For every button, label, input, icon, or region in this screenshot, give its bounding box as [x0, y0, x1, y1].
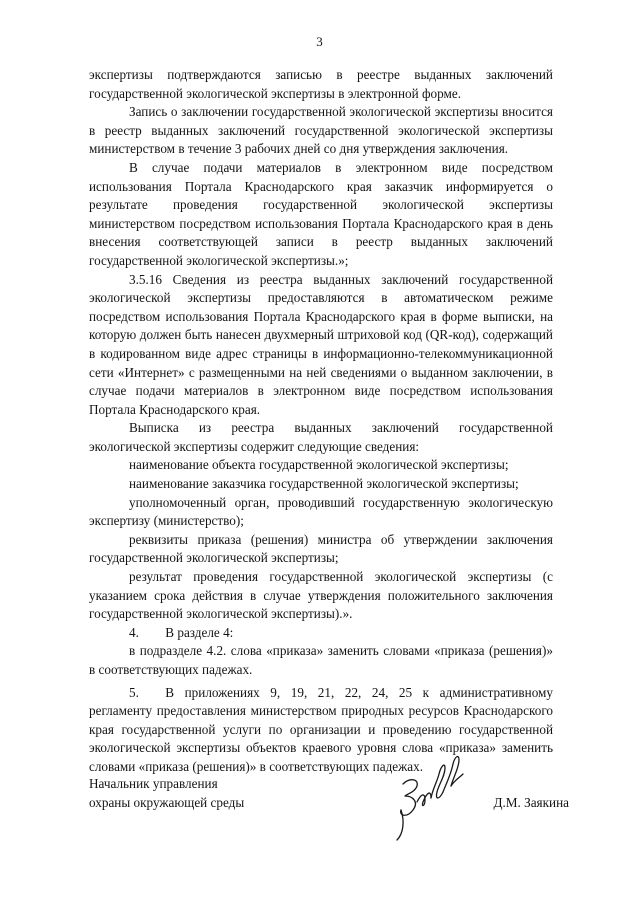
- list-item: реквизиты приказа (решения) министра об утверждении заключения государственной экологической экспертизы;: [89, 531, 553, 566]
- list-item: уполномоченный орган, проводивший государственную экологическую экспертизу (министерство);: [89, 494, 553, 529]
- list-item: наименование заказчика государственной экологической экспертизы;: [129, 476, 519, 492]
- body-text: [89, 66, 553, 777]
- paragraph: В случае подачи материалов в электронном виде посредством использования Портала Краснодарского края заказчик информируется о результате проведения государственной экологической экспертизы министерством посредством использования Портала Краснодарского края в день внесения соответствующей записи в реестр выданных заключений государственной экологической экспертизы.»;: [89, 159, 553, 268]
- paragraph: в подразделе 4.2. слова «приказа» заменить словами «приказа (решения)» в соответствующих падежах.: [89, 643, 553, 677]
- position-line-2: охраны окружающей среды: [89, 795, 245, 810]
- signatory-position: [89, 774, 244, 812]
- signature-block: [89, 774, 569, 844]
- section-heading: 4. В разделе 4:: [129, 624, 234, 640]
- paragraph: Запись о заключении государственной экологической экспертизы вносится в реестр выданных заключений государственной экологической экспертизы министерством в течение 3 рабочих дней со дня утверждения заключения.: [89, 104, 553, 157]
- position-line-1: Начальник управления: [89, 776, 218, 791]
- list-item: наименование объекта государственной экологической экспертизы;: [129, 457, 509, 473]
- paragraph: 5. В приложениях 9, 19, 21, 22, 24, 25 к административному регламенту предоставления министерством природных ресурсов Краснодарского края государственной услуги по организации и проведению государственной экологической экспертизы объектов краевого уровня слова «приказа» заменить словами «приказа (решения)» в соответствующих падежах.: [89, 684, 553, 774]
- signatory-name: Д.М. Заякина: [493, 795, 569, 810]
- paragraph: 3.5.16 Сведения из реестра выданных заключений государственной экологической экспертизы предоставляются в автоматическом режиме посредством использования Портала Краснодарского края в форме выписки, на которую должен быть нанесен двухмерный штриховой код (QR-код), содержащий в кодированном виде адрес страницы в информационно-телекоммуникационной сети «Интернет» с размещенными на ней сведениями о выданном заключении, в случае подачи материалов в электронном виде посредством использования Портала Краснодарского края.: [89, 271, 553, 417]
- page-number: 3: [316, 34, 323, 49]
- handwritten-signature: [389, 744, 469, 844]
- paragraph: экспертизы подтверждаются записью в реестре выданных заключений государственной экологической экспертизы в электронной форме.: [89, 67, 553, 101]
- list-item: результат проведения государственной экологической экспертизы (с указанием срока действия в случае утверждения положительного заключения государственной экологической экспертизы).».: [89, 569, 553, 622]
- paragraph: Выписка из реестра выданных заключений государственной экологической экспертизы содержит следующие сведения:: [89, 420, 553, 454]
